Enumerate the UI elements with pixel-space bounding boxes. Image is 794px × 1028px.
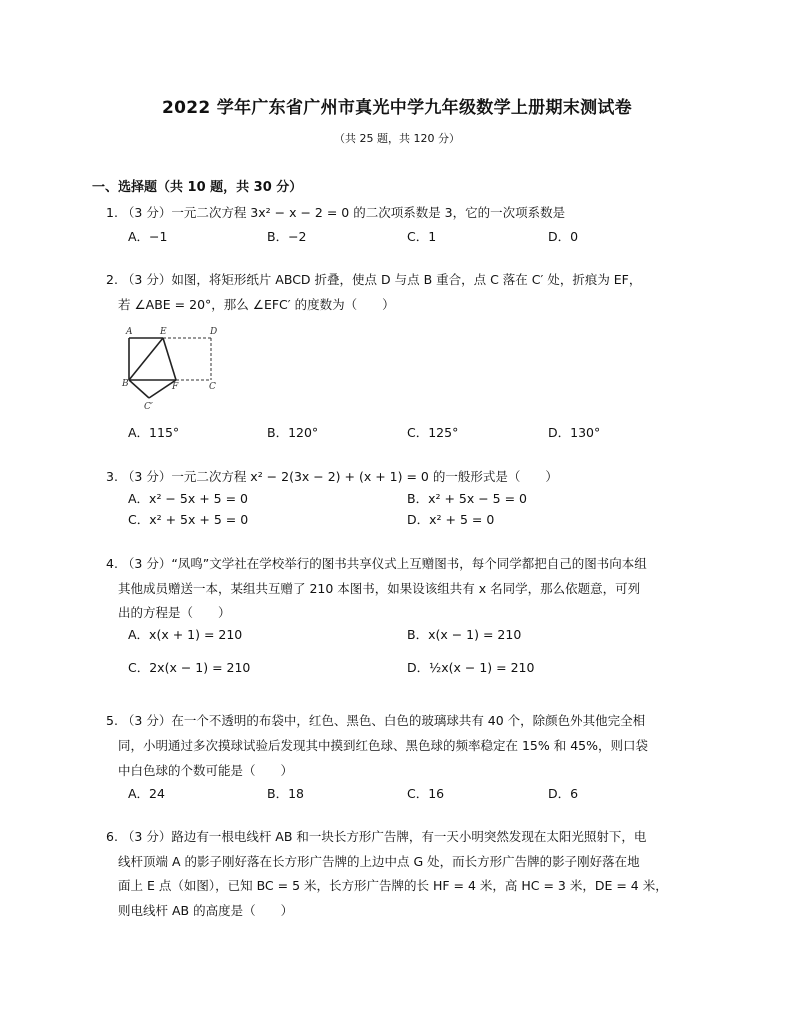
question-5-stem: 5. （3 分）在一个不透明的布袋中，红色、黑色、白色的玻璃球共有 40 个，除颜色外其他完全相 xyxy=(106,713,646,728)
label-d: D xyxy=(210,327,218,337)
q1-option-a: A．−1 xyxy=(128,229,168,244)
q2-option-a: A．115° xyxy=(128,425,180,440)
question-2-stem-line2: 若 ∠ABE = 20°，那么 ∠EFC′ 的度数为（ ） xyxy=(118,297,395,312)
question-1-stem: 1. （3 分）一元二次方程 3x² − x − 2 = 0 的二次项系数是 3，它的一次项系数是 xyxy=(106,205,566,220)
page-title: 2022 学年广东省广州市真光中学九年级数学上册期末测试卷 xyxy=(162,98,632,118)
q4-option-a: A．x(x + 1) = 210 xyxy=(128,627,243,642)
q3-option-a: A．x² − 5x + 5 = 0 xyxy=(128,491,248,506)
question-6-stem-line3: 面上 E 点（如图），已知 BC = 5 米，长方形广告牌的长 HF = 4 米，高 HC = 3 米，DE = 4 米， xyxy=(118,878,668,893)
label-e: E xyxy=(160,327,167,337)
q1-option-c: C．1 xyxy=(407,229,437,244)
question-4-stem: 4. （3 分）“凤鸣”文学社在学校举行的图书共享仪式上互赠图书，每个同学都把自己的图书向本组 xyxy=(106,556,647,571)
question-5-stem-line2: 同，小明通过多次摸球试验后发现其中摸到红色球、黑色球的频率稳定在 15% 和 45%，则口袋 xyxy=(118,738,648,753)
question-6-stem-line2: 线杆顶端 A 的影子刚好落在长方形广告牌的上边中点 G 处，而长方形广告牌的影子刚好落在地 xyxy=(118,854,640,869)
page-subtitle: （共 25 题，共 120 分） xyxy=(334,132,460,145)
question-6-stem: 6. （3 分）路边有一根电线杆 AB 和一块长方形广告牌，有一天小明突然发现在太阳光照射下，电 xyxy=(106,829,647,844)
edge-be xyxy=(129,338,163,380)
question-5-stem-line3: 中白色球的个数可能是（ ） xyxy=(118,763,294,778)
q3-option-b: B．x² + 5x − 5 = 0 xyxy=(407,491,528,506)
question-6-stem-line4: 则电线杆 AB 的高度是（ ） xyxy=(118,903,294,918)
edge-bc-prime xyxy=(129,380,149,398)
label-c-prime: C′ xyxy=(144,402,153,412)
folded-rectangle-figure xyxy=(118,322,228,414)
label-b: B xyxy=(122,379,129,389)
q4-option-d: D．½x(x − 1) = 210 xyxy=(407,660,535,675)
question-3-stem: 3. （3 分）一元二次方程 x² − 2(3x − 2) + (x + 1) = 0 的一般形式是（ ） xyxy=(106,469,558,484)
section-heading: 一、选择题（共 10 题，共 30 分） xyxy=(92,180,303,195)
q4-option-c: C．2x(x − 1) = 210 xyxy=(128,660,251,675)
question-2-stem: 2. （3 分）如图，将矩形纸片 ABCD 折叠，使点 D 与点 B 重合，点 C 落在 C′ 处，折痕为 EF， xyxy=(106,272,642,287)
q3-option-d: D．x² + 5 = 0 xyxy=(407,512,495,527)
q2-option-b: B．120° xyxy=(267,425,319,440)
label-f: F xyxy=(172,382,179,392)
edge-ef xyxy=(163,338,176,380)
label-c: C xyxy=(209,382,216,392)
question-4-stem-line2: 其他成员赠送一本，某组共互赠了 210 本图书，如果设该组共有 x 名同学，那么依题意，可列 xyxy=(118,581,641,596)
q2-option-d: D．130° xyxy=(548,425,601,440)
q5-option-b: B．18 xyxy=(267,786,304,801)
q4-option-b: B．x(x − 1) = 210 xyxy=(407,627,522,642)
label-a: A xyxy=(126,327,133,337)
q5-option-c: C．16 xyxy=(407,786,445,801)
q2-option-c: C．125° xyxy=(407,425,459,440)
question-4-stem-line3: 出的方程是（ ） xyxy=(118,605,231,620)
q1-option-b: B．−2 xyxy=(267,229,307,244)
q1-option-d: D．0 xyxy=(548,229,579,244)
q5-option-d: D．6 xyxy=(548,786,579,801)
q3-option-c: C．x² + 5x + 5 = 0 xyxy=(128,512,249,527)
q5-option-a: A．24 xyxy=(128,786,165,801)
